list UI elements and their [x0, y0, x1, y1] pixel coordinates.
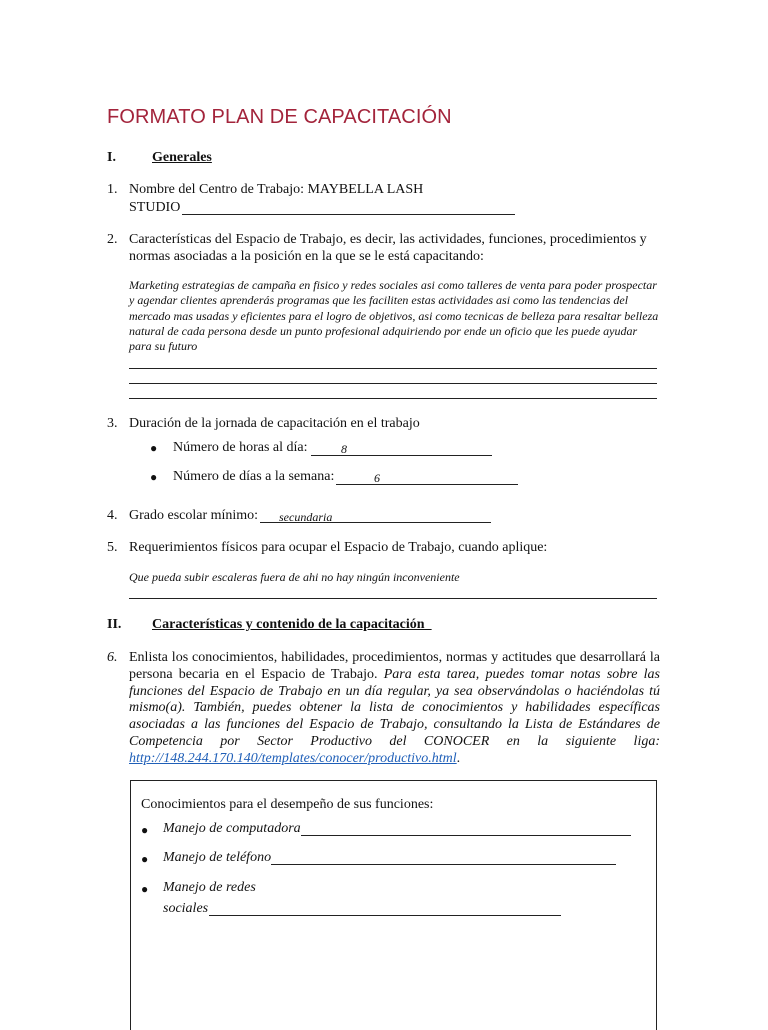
q3-hours-value: 8 — [341, 442, 347, 456]
bullet-icon: ● — [150, 470, 158, 484]
q5-handwritten-answer: Que pueda subir escaleras fuera de ahi no hay ningún inconveniente — [129, 570, 460, 584]
q1-number: 1. — [107, 182, 118, 197]
q3-days-line — [336, 484, 518, 485]
q3-hours-line — [311, 455, 492, 456]
q2-text-line2: normas asociadas a la posición en la que se le está capacitando: — [129, 249, 484, 264]
q3-text: Duración de la jornada de capacitación en el trabajo — [129, 416, 420, 431]
q1-text: Nombre del Centro de Trabajo: MAYBELLA LASH — [129, 182, 424, 197]
q4-label: Grado escolar mínimo: — [129, 508, 259, 523]
box-item-line — [301, 835, 631, 836]
section-1-title: Generales — [152, 150, 212, 165]
box-item-line — [209, 915, 561, 916]
q2-number: 2. — [107, 232, 118, 247]
knowledge-box — [130, 780, 657, 1030]
q2-answer-line — [129, 368, 657, 369]
q5-answer-line — [129, 598, 657, 599]
section-1-number: I. — [107, 150, 116, 165]
section-2-number: II. — [107, 617, 122, 632]
conocer-link[interactable]: http://148.244.170.140/templates/conocer/productivo.html — [129, 750, 457, 766]
q2-handwritten-answer: Marketing estrategias de campaña en fisico y redes sociales asi como talleres de venta para poder prospectar y agendar clientes aprenderás programas que les faciliten estas actividades asi como las tendencias del mercado mas usadas y eficientes para el logro de objetivos, asi como tecnicas de belleza para resaltar belleza natural de cada persona desde un punto profesional adquiriendo por ende un oficio que les puede ayudar para su futuro — [129, 278, 659, 354]
box-item: Manejo de redes — [163, 880, 256, 895]
bullet-icon: ● — [141, 823, 149, 837]
q1-text-line2: STUDIO — [129, 200, 181, 215]
box-item: Manejo de computadora — [163, 821, 301, 836]
q2-answer-line — [129, 383, 657, 384]
q3-days-label: Número de días a la semana: — [173, 469, 335, 484]
box-item: Manejo de teléfono — [163, 850, 272, 865]
box-item-continuation: sociales — [163, 901, 209, 916]
q2-answer-line — [129, 398, 657, 399]
q1-answer-line — [182, 214, 515, 215]
bullet-icon: ● — [141, 852, 149, 866]
bullet-icon: ● — [141, 882, 149, 896]
q3-days-value: 6 — [374, 471, 380, 485]
section-2-title: Características y contenido de la capacitación — [152, 617, 425, 632]
q6-text: Enlista los conocimientos, habilidades, procedimientos, normas y actitudes que desarrollará la persona becaria en el Espacio de Trabajo. Para esta tarea, puedes tomar notas sobre las funciones del Espacio de Trabajo en un día regular, ya sea observándolas o haciéndolas tú mismo(a). También, puedes obtener la lista de conocimientos y habilidades específicas asociadas a las funciones del Espacio de Trabajo, consultando la Lista de Estándares de Competencia por Sector Productivo del CONOCER en la siguiente liga: http://148.244.170.140/templates/conocer/productivo.html. — [129, 650, 660, 766]
q5-text: Requerimientos físicos para ocupar el Espacio de Trabajo, cuando aplique: — [129, 540, 548, 555]
q3-hours-label: Número de horas al día: — [173, 440, 308, 455]
q6-number: 6. — [107, 650, 118, 665]
box-item-line — [271, 864, 616, 865]
bullet-icon: ● — [150, 441, 158, 455]
q3-number: 3. — [107, 416, 118, 431]
page-title: FORMATO PLAN DE CAPACITACIÓN — [107, 106, 452, 128]
box-heading: Conocimientos para el desempeño de sus funciones: — [141, 797, 434, 812]
q4-value: secundaria — [279, 510, 333, 524]
q5-number: 5. — [107, 540, 118, 555]
q2-text: Características del Espacio de Trabajo, es decir, las actividades, funciones, procedimientos y — [129, 232, 647, 247]
q4-number: 4. — [107, 508, 118, 523]
